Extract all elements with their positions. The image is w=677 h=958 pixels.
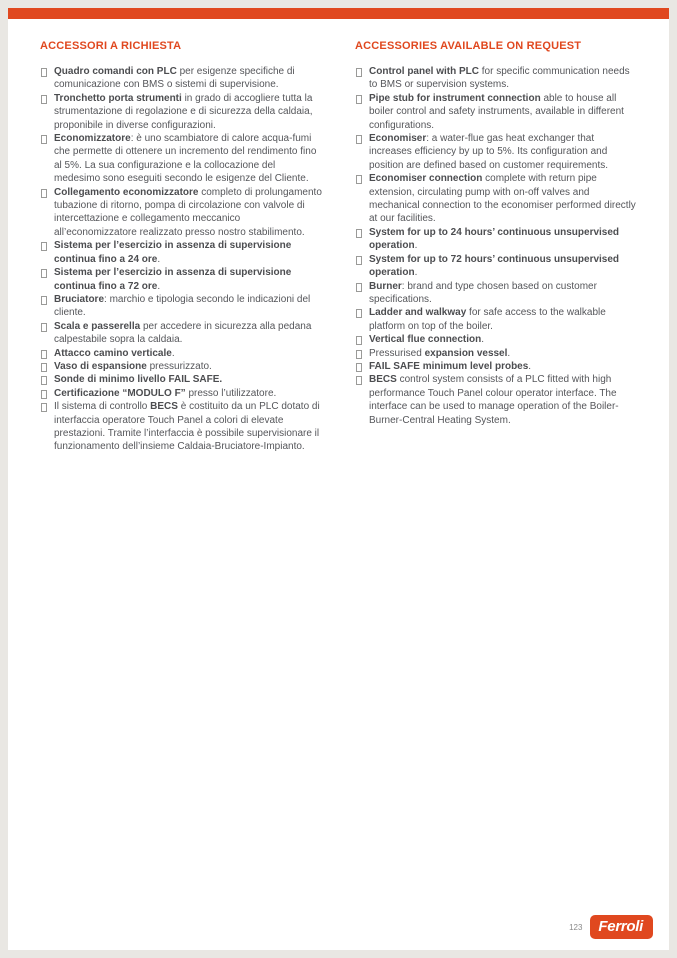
list-item-text: Economiser: a water-flue gas heat exchanger that increases efficiency by up to 5%. Its configuration and position are defined based on customer requirements. [369,133,609,171]
page-footer [569,915,653,939]
list-item-text: Vertical flue connection. [369,334,485,346]
square-bullet-icon [41,390,47,399]
page-number: 123 [569,922,583,932]
section-heading-italian: ACCESSORI A RICHIESTA [40,40,182,52]
square-bullet-icon [356,175,362,184]
square-bullet-icon [41,95,47,104]
top-accent-bar [8,8,669,19]
list-item-text: Sistema per l’esercizio in assenza di supervisione continua fino a 72 ore. [54,267,292,292]
list-item-text: Pipe stub for instrument connection able to house all boiler control and safety instruments, available in different configurations. [369,92,624,131]
square-bullet-icon [41,376,47,385]
accessories-list-italian [40,65,322,454]
square-bullet-icon [356,350,362,359]
list-item [40,400,322,454]
square-bullet-icon [41,296,47,305]
column-italian [40,40,322,454]
square-bullet-icon [356,363,362,372]
list-item-text: Economiser connection complete with return pipe extension, circulating pump with on-off valves and mechanical connection to the economiser performed directly at our facilities. [369,173,636,225]
section-heading-english: ACCESSORIES AVAILABLE ON REQUEST [355,40,582,52]
list-item [355,226,637,253]
list-item-text: Sistema per l’esercizio in assenza di supervisione continua fino a 24 ore. [54,240,292,265]
square-bullet-icon [356,256,362,265]
square-bullet-icon [356,336,362,345]
list-item [40,360,322,373]
list-item [355,172,637,226]
list-item [355,373,637,427]
square-bullet-icon [41,68,47,77]
list-item [355,92,637,132]
square-bullet-icon [356,309,362,318]
square-bullet-icon [41,242,47,251]
square-bullet-icon [41,189,47,198]
list-item-text: Sonde di minimo livello FAIL SAFE. [54,374,223,386]
list-item-text: Burner: brand and type chosen based on customer specifications. [369,280,597,305]
square-bullet-icon [41,350,47,359]
square-bullet-icon [41,363,47,372]
square-bullet-icon [356,283,362,292]
list-item [40,132,322,186]
list-item [355,347,637,360]
list-item-text: Tronchetto porta strumenti in grado di accogliere tutta la strumentazione di regolazione e di sicurezza della caldaia, proponibile in diverse configurazioni. [54,92,313,131]
square-bullet-icon [356,376,362,385]
list-item [355,132,637,172]
list-item-text: Quadro comandi con PLC per esigenze specifiche di comunicazione con BMS o sistemi di supervisione. [54,66,295,91]
list-item-text: Vaso di espansione pressurizzato. [54,360,212,372]
list-item-text: System for up to 72 hours’ continuous unsupervised operation. [369,253,620,279]
list-item [40,347,322,360]
square-bullet-icon [356,95,362,104]
list-item-text: Scala e passerella per accedere in sicurezza alla pedana calpestabile sopra la caldaia. [54,320,312,346]
list-item [40,266,322,293]
list-item-text: Certificazione “MODULO F” presso l’utilizzatore. [54,387,277,399]
list-item [40,387,322,400]
list-item [40,373,322,386]
list-item [355,65,637,92]
square-bullet-icon [356,135,362,144]
list-item-text: Control panel with PLC for specific communication needs to BMS or supervision systems. [369,66,630,91]
document-page [8,8,669,950]
list-item [40,92,322,132]
list-item-text: Il sistema di controllo BECS è costituito da un PLC dotato di interfaccia operatore Touch Panel a colori di elevate prestazioni. Tramite l’interfaccia è possibile supervisionare il funzionamento dell’insieme Caldaia-Bruciatore-Impianto. [54,401,320,453]
list-item [355,280,637,307]
list-item-text: Collegamento economizzatore completo di prolungamento tubazione di ritorno, pompa di circolazione con valvole di intercettazione e collegamento meccanico all’economizzatore realizzato presso nostro stabilimento. [54,186,322,238]
list-item [40,239,322,266]
list-item-text: System for up to 24 hours’ continuous unsupervised operation. [369,226,620,252]
list-item-text: FAIL SAFE minimum level probes. [369,360,532,372]
square-bullet-icon [41,269,47,278]
square-bullet-icon [356,229,362,238]
list-item-text: Pressurised expansion vessel. [369,347,511,359]
square-bullet-icon [356,68,362,77]
list-item [355,253,637,280]
list-item [355,360,637,373]
list-item-text: BECS control system consists of a PLC fitted with high performance Touch Panel colour operator interface. The interface can be used to manage operation of the Boiler-Burner-Central Heating System. [369,374,619,426]
list-item [355,306,637,333]
list-item [40,186,322,240]
square-bullet-icon [41,135,47,144]
list-item [40,65,322,92]
list-item-text: Economizzatore: è uno scambiatore di calore acqua-fumi che permette di ottenere un incremento del rendimento fino al 5%. La sua configurazione e la collocazione del medesimo sono eseguiti secondo le esigenze del Cliente. [54,133,317,185]
column-english [355,40,637,454]
list-item-text: Bruciatore: marchio e tipologia secondo le indicazioni del cliente. [54,293,311,319]
two-column-content [8,19,669,454]
list-item [40,320,322,347]
list-item-text: Ladder and walkway for safe access to the walkable platform on top of the boiler. [369,307,606,332]
list-item-text: Attacco camino verticale. [54,347,175,359]
square-bullet-icon [41,323,47,332]
list-item [355,333,637,346]
list-item [40,293,322,320]
ferroli-logo: Ferroli [590,915,653,939]
accessories-list-english [355,65,637,427]
square-bullet-icon [41,403,47,412]
